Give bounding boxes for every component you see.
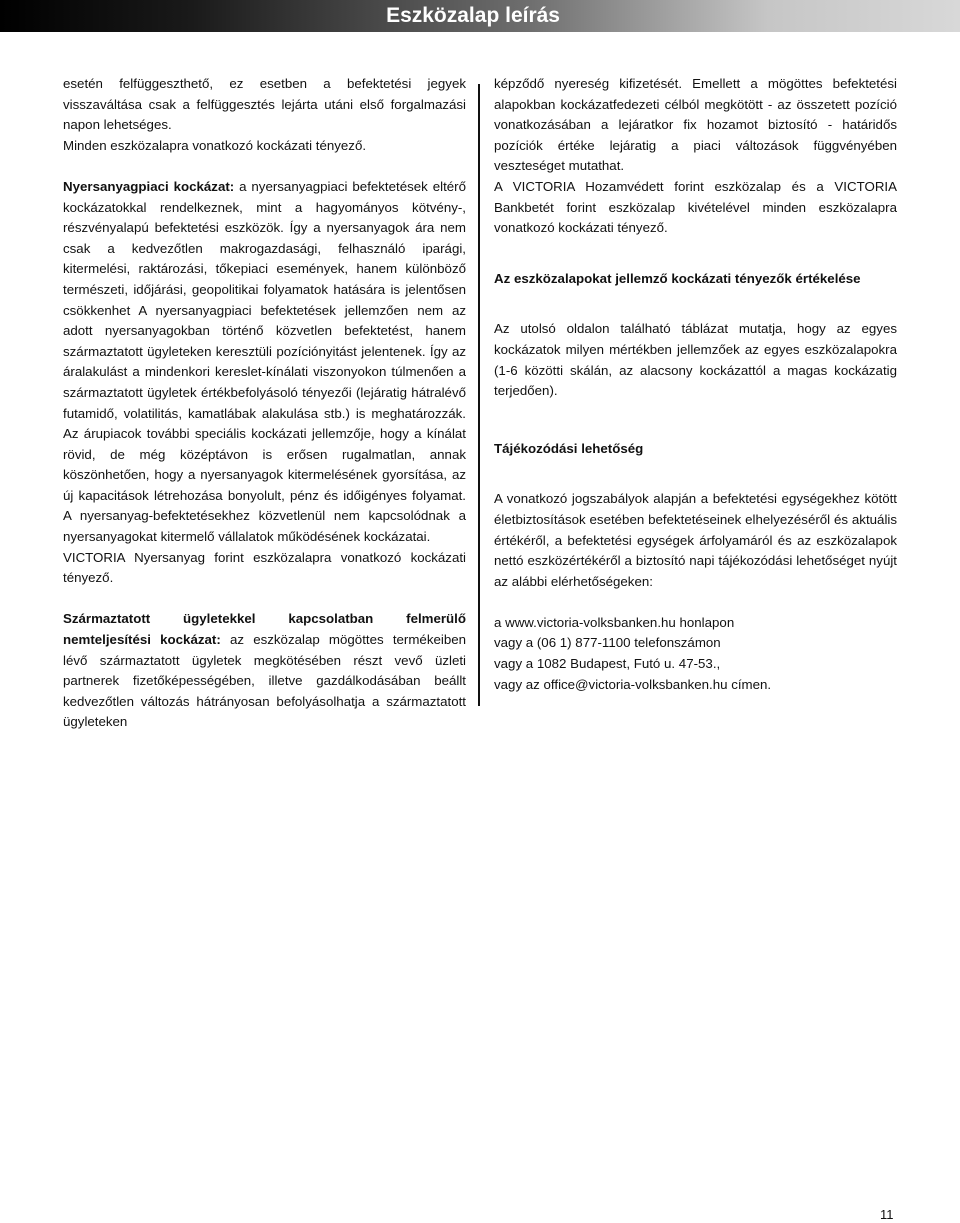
paragraph-exceptions: A VICTORIA Hozamvédett forint eszközalap és a VICTORIA Bankbetét forint eszközalap kivételével minden eszközalapra vonatkozó kockázati tényező. (494, 178, 897, 236)
paragraph-commodity-risk (63, 177, 466, 548)
paragraph-all-funds-risk: Minden eszközalapra vonatkozó kockázati tényező. (63, 137, 367, 153)
paragraph-risk-table: Az utolsó oldalon található táblázat mutatja, hogy az egyes kockázatok milyen mértékben jellemzőek az egyes eszközalapokra (1-6 közötti skálán, az alacsony kockázattól a magas kockázatig terjedően). (494, 321, 897, 399)
contact-line-phone: vagy a (06 1) 877-1100 telefonszámon (494, 635, 721, 651)
contact-line-address: vagy a 1082 Budapest, Futó u. 47-53., (494, 656, 721, 672)
contact-line-website: a www.victoria-volksbanken.hu honlapon (494, 614, 735, 630)
column-divider (478, 84, 480, 706)
paragraph-suspension: esetén felfüggeszthető, ez esetben a befektetési jegyek visszaváltása csak a felfüggesztés lejárta utáni első forgalmazási napon lehetséges. (63, 76, 466, 133)
contact-line-email: vagy az office@victoria-volksbanken.hu címen. (494, 676, 772, 692)
heading-information: Tájékozódási lehetőség (494, 440, 644, 456)
paragraph-derivative-continued: képződő nyereség kifizetését. Emellett a mögöttes befektetési alapokban kockázatfedezeti célból megkötött - az összetett pozíció vonatkozásában a lejáratkor fix hozamot biztosító - határidős pozíciók értéke lejáratig a piaci változások függvényében veszteséget mutathat. (494, 76, 897, 174)
derivative-risk-label: Származtatott ügyletekkel kapcsolatban felmerülő nemteljesítési kockázat: (63, 611, 466, 648)
page-title: Eszközalap leírás (386, 4, 560, 27)
right-column (494, 74, 897, 695)
paragraph-derivative-risk (63, 609, 466, 733)
paragraph-commodity-fund-risk: VICTORIA Nyersanyag forint eszközalapra vonatkozó kockázati tényező. (63, 549, 466, 586)
heading-risk-evaluation: Az eszközalapokat jellemző kockázati tényezők értékelése (494, 270, 861, 286)
page-number: 11 (880, 1207, 894, 1222)
commodity-risk-label: Nyersanyagpiaci kockázat: (63, 178, 235, 194)
left-column (63, 74, 466, 733)
header-bar (0, 0, 960, 32)
commodity-risk-body: a nyersanyagpiaci befektetések eltérő kockázatokkal rendelkeznek, mint a hagyományos kötvény-, részvényalapú befektetési eszközök. Így a nyersanyagok ára nem csak a kedvezőtlen makrogazdasági, felhasználó iparági, kitermelési, raktározási, tőkepiaci események, hanem különböző természeti, időjárási, geopolitikai folyamatok hatására is jelentősen csökkenhet A nyersanyagpiaci befektetések jellemzően nem az adott nyersanyagokban történő közvetlen befektetést, hanem származtatott ügyleteken keresztüli pozíciónyitást jelentenek. Így az áralakulást a mindenkori kereslet-kínálati viszonyokon túlmenően a származtatott ügyletek értékbefolyásoló tényezői (lejáratig hátralévő futamidő, volatilitás, kamatlábak alakulása stb.) is meghatározzák. Az árupiacok további speciális kockázati jellemzője, hogy a kínálat rövid, de még középtávon is erősen rugalmatlan, annak köszönhetően, hogy a nyersanyagok kitermelésének gyorsítása, az új kapacitások létrehozása bonyolult, pénz és időigényes folyamat. A nyersanyag-befektetésekhez közvetlenül nem kapcsolódnak a nyersanyagokat kitermelő vállalatok működésének kockázatai. (63, 178, 466, 545)
paragraph-information: A vonatkozó jogszabályok alapján a befektetési egységekhez kötött életbiztosítások esetében befektetéseinek elhelyezéséről és aktuális értékéről, a befektetési egységek árfolyamáról és az eszközalapok nettó eszközértékéről a biztosító napi tájékozódási lehetőséget nyújt az alábbi elérhetőségeken: (494, 491, 897, 589)
derivative-risk-body: az eszközalap mögöttes termékeiben lévő származtatott ügyletek megkötésében részt vevő üzleti partnerek fizetőképességében, illetve gazdálkodásában beállt kedvezőtlen változás hátrányosan befolyásolhatja a származtatott ügyleteken (63, 632, 467, 730)
